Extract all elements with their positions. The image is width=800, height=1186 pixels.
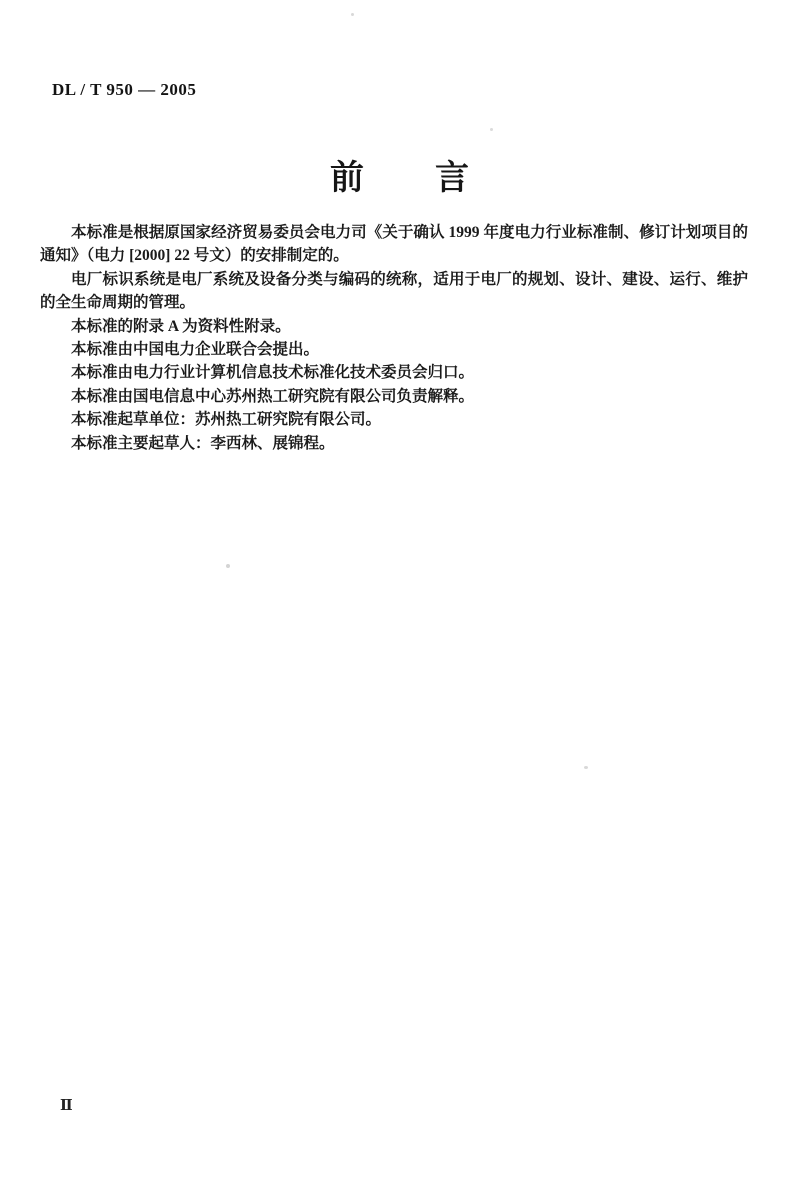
page-number: Ⅱ — [60, 1098, 73, 1114]
scan-speck — [584, 766, 588, 769]
scan-speck — [490, 128, 493, 131]
page-title: 前 言 — [330, 159, 470, 197]
foreword-body — [40, 221, 748, 455]
paragraph-scope-basis: 本标准是根据原国家经济贸易委员会电力司《关于确认 1999 年度电力行业标准制、修订计划项目的通知》（电力 [2000] 22 号文）的安排制定的。 — [40, 224, 748, 265]
scan-speck — [226, 564, 230, 568]
standard-number: DL / T 950 — 2005 — [52, 80, 197, 99]
paragraph-chief-drafters: 本标准主要起草人：李西林、展锦程。 — [71, 434, 335, 452]
paragraph-appendix-note: 本标准的附录 A 为资料性附录。 — [71, 317, 291, 335]
paragraph-interpreted-by: 本标准由国电信息中心苏州热工研究院有限公司负责解释。 — [71, 387, 475, 405]
paragraph-proposed-by: 本标准由中国电力企业联合会提出。 — [71, 341, 320, 359]
scan-speck — [351, 13, 354, 16]
paragraph-centralized-by: 本标准由电力行业计算机信息技术标准化技术委员会归口。 — [71, 364, 475, 382]
paragraph-drafting-organization: 本标准起草单位：苏州热工研究院有限公司。 — [71, 411, 382, 429]
paragraph-system-description: 电厂标识系统是电厂系统及设备分类与编码的统称，适用于电厂的规划、设计、建设、运行、维护的全生命周期的管理。 — [40, 270, 748, 312]
